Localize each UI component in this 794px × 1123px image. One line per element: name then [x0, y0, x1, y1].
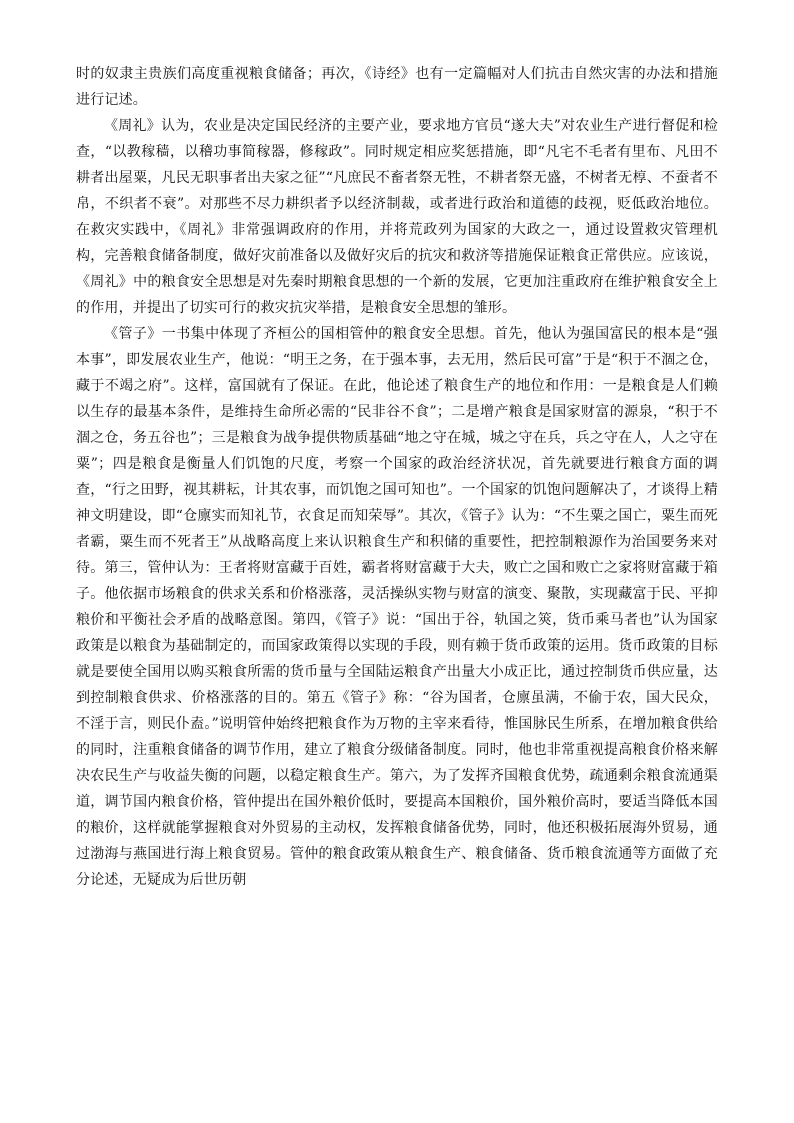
document-body [76, 61, 718, 893]
paragraph-guanzi: 《管子》一书集中体现了齐桓公的国相管仲的粮食安全思想。首先，他认为强国富民的根本是“强本事”，即发展农业生产，他说：“明王之务，在于强本事，去无用，然后民可富”于是“积于不涸之仓，藏于不竭之府”。这样，富国就有了保证。在此，他论述了粮食生产的地位和作用：一是粮食是人们赖以生存的最基本条件，是维持生命所必需的“民非谷不食”；二是增产粮食是国家财富的源泉，“积于不涸之仓，务五谷也”；三是粮食为战争提供物质基础“地之守在城，城之守在兵，兵之守在人，人之守在粟”；四是粮食是衡量人们饥饱的尺度，考察一个国家的政治经济状况，首先就要进行粮食方面的调查，“行之田野，视其耕耘，计其农事，而饥饱之国可知也”。一个国家的饥饱问题解决了，才谈得上精神文明建设，即“仓廪实而知礼节，衣食足而知荣辱”。其次，《管子》认为：“不生粟之国亡，粟生而死者霸，粟生而不死者王”从战略高度上来认识粮食生产和积储的重要性，把控制粮源作为治国要务来对待。第三，管仲认为：王者将财富藏于百姓，霸者将财富藏于大夫，败亡之国和败亡之家将财富藏于箱子。他依据市场粮食的供求关系和价格涨落，灵活操纵实物与财富的演变、聚散，实现藏富于民、平抑粮价和平衡社会矛盾的战略意图。第四，《管子》说：“国出于谷，轨国之筴，货币乘马者也”认为国家政策是以粮食为基础制定的，而国家政策得以实现的手段，则有赖于货币政策的运用。货币政策的目标就是要使全国用以购买粮食所需的货币量与全国陆运粮食产出量大小成正比，通过控制货币供应量，达到控制粮食供求、价格涨落的目的。第五《管子》称：“谷为国者，仓廪虽满，不偷于农，国大民众，不淫于言，则民仆盍。”说明管仲始终把粮食作为万物的主宰来看待，惟国脉民生所系，在增加粮食供给的同时，注重粮食储备的调节作用，建立了粮食分级储备制度。同时，他也非常重视提高粮食价格来解决农民生产与收益失衡的问题，以稳定粮食生产。第六，为了发挥齐国粮食优势，疏通剩余粮食流通渠道，调节国内粮食价格，管仲提出在国外粮价低时，要提高本国粮价，国外粮价高时，要适当降低本国的粮价，这样就能掌握粮食对外贸易的主动权，发挥粮食储备优势，同时，他还积极拓展海外贸易，通过渤海与燕国进行海上粮食贸易。管仲的粮食政策从粮食生产、粮食储备、货币粮食流通等方面做了充分论述，无疑成为后世历朝 [76, 326, 718, 888]
paragraph-continuation: 时的奴隶主贵族们高度重视粮食储备；再次，《诗经》也有一定篇幅对人们抗击自然灾害的办法和措施进行记述。 [76, 66, 718, 108]
paragraph-zhouli: 《周礼》认为，农业是决定国民经济的主要产业，要求地方官员“遂大夫”对农业生产进行督促和检查，“以教稼穑，以稽功事简稼器，修稼政”。同时规定相应奖惩措施，即“凡宅不毛者有里布、凡田不耕者出屋粟，凡民无职事者出夫家之征”“凡庶民不畜者祭无牲，不耕者祭无盛，不树者无椁、不蚕者不帛，不织者不衰”。对那些不尽力耕织者予以经济制裁，或者进行政治和道德的歧视，贬低政治地位。在救灾实践中，《周礼》非常强调政府的作用，并将荒政列为国家的大政之一，通过设置救灾管理机构，完善粮食储备制度，做好灾前准备以及做好灾后的抗灾和救济等措施保证粮食正常供应。应该说，《周礼》中的粮食安全思想是对先秦时期粮食思想的一个新的发展，它更加注重政府在维护粮食安全上的作用，并提出了切实可行的救灾抗灾举措，是粮食安全思想的雏形。 [76, 118, 718, 316]
